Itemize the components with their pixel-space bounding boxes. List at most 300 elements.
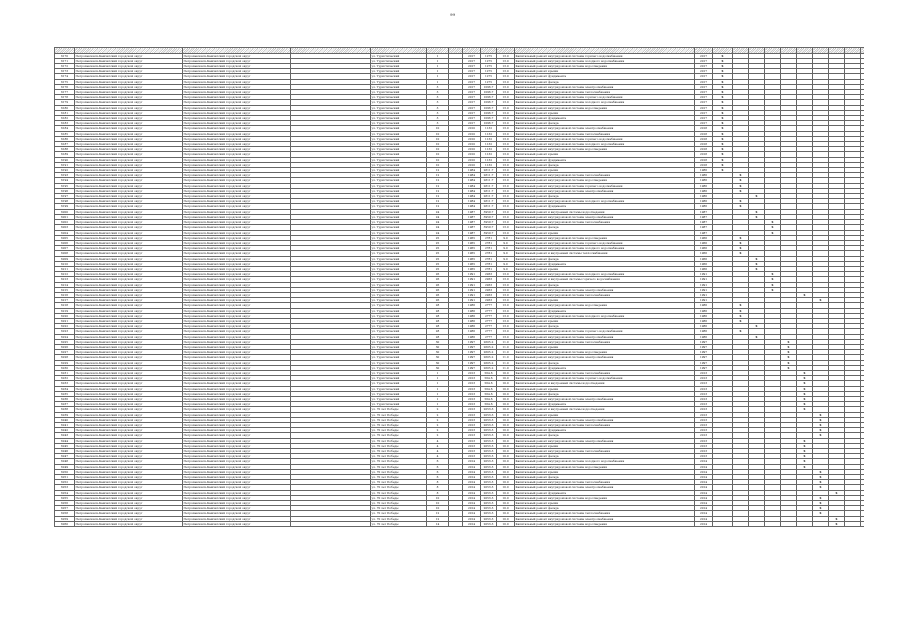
floors-cell: 10.0 xyxy=(497,407,515,412)
area-cell: 1132 xyxy=(481,136,497,141)
work-type-cell: Капитальный ремонт внутридомовой системы горячего водоснабжения xyxy=(515,183,695,188)
period-cell: 2017 xyxy=(695,74,713,79)
commission-year-cell: 1986 xyxy=(463,303,481,308)
floors-cell: 13.0 xyxy=(497,168,515,173)
floors-cell: 13.0 xyxy=(497,58,515,63)
municipality-cell: Петропавловск-Камчатский городской округ xyxy=(183,126,291,131)
street-cell: ул. 70 лет Победы xyxy=(371,443,427,448)
street-cell: ул. 70 лет Победы xyxy=(371,417,427,422)
commission-year-cell: 2013 xyxy=(463,438,481,443)
floors-cell: 10.0 xyxy=(497,370,515,375)
area-cell: 2777 xyxy=(481,308,497,313)
commission-year-cell: 2013 xyxy=(463,386,481,391)
work-type-cell: Капитальный ремонт крыши xyxy=(515,230,695,235)
street-cell: ул. Туристический xyxy=(371,402,427,407)
area-cell: 2053.3 xyxy=(481,506,497,511)
house-number-cell: 24 xyxy=(427,220,449,225)
commission-year-cell: 1987 xyxy=(463,225,481,230)
municipality-cell: Петропавловск-Камчатский городской округ xyxy=(183,298,291,303)
floors-cell: 10.0 xyxy=(497,391,515,396)
row-number-cell: 6212 xyxy=(55,272,75,277)
work-type-cell: Капитальный ремонт внутридомовой системы электроснабжения xyxy=(515,126,695,131)
year-mark-cell: X xyxy=(797,397,813,402)
district-cell: Петропавловск-Камчатский городской округ xyxy=(75,423,183,428)
floors-cell: 13.0 xyxy=(497,204,515,209)
period-cell: 2018 xyxy=(695,152,713,157)
municipality-cell: Петропавловск-Камчатский городской округ xyxy=(183,261,291,266)
floors-cell: 10.0 xyxy=(497,449,515,454)
street-cell: ул. Туристический xyxy=(371,266,427,271)
table-row xyxy=(55,521,865,526)
year-mark-cell: X xyxy=(797,407,813,412)
period-cell: 2013 xyxy=(695,381,713,386)
year-mark-cell: X xyxy=(733,204,749,209)
work-type-cell: Капитальный ремонт и внутренней системы водоотведения xyxy=(515,381,695,386)
floors-cell: 10.0 xyxy=(497,459,515,464)
period-cell: 2014 xyxy=(695,485,713,490)
house-number-cell: 1 xyxy=(427,64,449,69)
work-type-cell: Капитальный ремонт внутридомовой системы горячего водоснабжения xyxy=(515,95,695,100)
area-cell: 2811.7 xyxy=(481,178,497,183)
year-mark-cell: X xyxy=(781,339,797,344)
work-type-cell: Капитальный ремонт фундамента xyxy=(515,157,695,162)
period-cell: 2013 xyxy=(695,443,713,448)
district-cell: Петропавловск-Камчатский городской округ xyxy=(75,298,183,303)
municipality-cell: Петропавловск-Камчатский городской округ xyxy=(183,230,291,235)
area-cell: 3959.7 xyxy=(481,225,497,230)
floors-cell: 13.0 xyxy=(497,69,515,74)
year-mark-cell: X xyxy=(813,506,829,511)
work-type-cell: Капитальный ремонт внутридомовой системы электроснабжения xyxy=(515,188,695,193)
work-type-cell: Капитальный ремонт внутридомовой системы водоотведения xyxy=(515,64,695,69)
municipality-cell: Петропавловск-Камчатский городской округ xyxy=(183,272,291,277)
area-cell: 564.6 xyxy=(481,370,497,375)
floors-cell: 13.0 xyxy=(497,324,515,329)
commission-year-cell: 1991 xyxy=(463,272,481,277)
period-cell: 2013 xyxy=(695,433,713,438)
work-type-cell: Капитальный ремонт внутридомовой системы водоотведения xyxy=(515,235,695,240)
year-mark-cell: X xyxy=(781,360,797,365)
year-mark-cell: X xyxy=(733,308,749,313)
floors-cell: 10.0 xyxy=(497,397,515,402)
house-number-cell: 3 xyxy=(427,95,449,100)
street-cell: ул. Туристический xyxy=(371,173,427,178)
year-mark-cell: X xyxy=(813,469,829,474)
work-type-cell: Капитальный ремонт и внутренней системы горячего водоснабжения xyxy=(515,277,695,282)
house-number-cell: 25 xyxy=(427,246,449,251)
area-cell: 2781 xyxy=(481,235,497,240)
year-mark-cell: X xyxy=(813,485,829,490)
row-number-cell: 6211 xyxy=(55,266,75,271)
row-number-cell: 6244 xyxy=(55,438,75,443)
house-number-cell: 26 xyxy=(427,272,449,277)
period-cell: 1997 xyxy=(695,350,713,355)
floors-cell: 10.0 xyxy=(497,475,515,480)
street-cell: ул. Туристический xyxy=(371,131,427,136)
period-cell: 2013 xyxy=(695,402,713,407)
street-cell: ул. 70 лет Победы xyxy=(371,459,427,464)
municipality-cell: Петропавловск-Камчатский городской округ xyxy=(183,266,291,271)
district-cell: Петропавловск-Камчатский городской округ xyxy=(75,246,183,251)
floors-cell: 13.0 xyxy=(497,308,515,313)
municipality-cell: Петропавловск-Камчатский городской округ xyxy=(183,454,291,459)
year-mark-cell: X xyxy=(797,376,813,381)
street-cell: ул. Туристический xyxy=(371,313,427,318)
period-cell: 2013 xyxy=(695,412,713,417)
house-number-cell: 12 xyxy=(427,188,449,193)
street-cell: ул. Туристический xyxy=(371,95,427,100)
period-cell: 1991 xyxy=(695,272,713,277)
year-mark-cell: X xyxy=(813,417,829,422)
row-number-cell: 6250 xyxy=(55,469,75,474)
year-mark-cell: X xyxy=(797,454,813,459)
commission-year-cell: 1991 xyxy=(463,277,481,282)
district-cell: Петропавловск-Камчатский городской округ xyxy=(75,194,183,199)
street-cell: ул. Туристический xyxy=(371,318,427,323)
house-number-cell: 28 xyxy=(427,329,449,334)
commission-year-cell: 2017 xyxy=(463,116,481,121)
commission-year-cell: 1986 xyxy=(463,318,481,323)
work-type-cell: Капитальный ремонт внутридомовой системы горячего водоснабжения xyxy=(515,53,695,58)
area-cell: 2053.3 xyxy=(481,428,497,433)
year-mark-cell: X xyxy=(713,74,733,79)
area-cell: 2781 xyxy=(481,256,497,261)
district-cell: Петропавловск-Камчатский городской округ xyxy=(75,292,183,297)
row-number-cell: 6251 xyxy=(55,475,75,480)
row-number-cell: 6176 xyxy=(55,84,75,89)
street-cell: ул. 70 лет Победы xyxy=(371,438,427,443)
floors-cell: 13.0 xyxy=(497,272,515,277)
house-number-cell: 3 xyxy=(427,100,449,105)
street-cell: ул. Туристический xyxy=(371,381,427,386)
year-mark-cell: X xyxy=(713,142,733,147)
row-number-cell: 6237 xyxy=(55,402,75,407)
year-mark-cell: X xyxy=(797,402,813,407)
row-number-cell: 6229 xyxy=(55,360,75,365)
municipality-cell: Петропавловск-Камчатский городской округ xyxy=(183,74,291,79)
area-cell: 1132 xyxy=(481,142,497,147)
row-number-cell: 6174 xyxy=(55,74,75,79)
municipality-cell: Петропавловск-Камчатский городской округ xyxy=(183,334,291,339)
row-number-cell: 6200 xyxy=(55,209,75,214)
house-number-cell: 25 xyxy=(427,235,449,240)
row-number-cell: 6230 xyxy=(55,365,75,370)
work-type-cell: Капитальный ремонт фасада xyxy=(515,454,695,459)
area-cell: 2053.3 xyxy=(481,443,497,448)
work-type-cell: Капитальный ремонт внутридомовой системы электроснабжения xyxy=(515,397,695,402)
floors-cell: 13.0 xyxy=(497,173,515,178)
period-cell: 1966 xyxy=(695,240,713,245)
period-cell: 2014 xyxy=(695,475,713,480)
area-cell: 2777 xyxy=(481,324,497,329)
row-number-cell: 6171 xyxy=(55,58,75,63)
period-cell: 2013 xyxy=(695,449,713,454)
commission-year-cell: 1997 xyxy=(463,365,481,370)
area-cell: 564.6 xyxy=(481,391,497,396)
row-number-cell: 6236 xyxy=(55,397,75,402)
district-cell: Петропавловск-Камчатский городской округ xyxy=(75,225,183,230)
commission-year-cell: 2017 xyxy=(463,64,481,69)
municipality-cell: Петропавловск-Камчатский городской округ xyxy=(183,495,291,500)
area-cell: 2053.3 xyxy=(481,454,497,459)
district-cell: Петропавловск-Камчатский городской округ xyxy=(75,350,183,355)
street-cell: ул. Туристический xyxy=(371,220,427,225)
row-number-cell: 6260 xyxy=(55,521,75,526)
work-type-cell: Капитальный ремонт фундамента xyxy=(515,74,695,79)
street-cell: ул. Туристический xyxy=(371,188,427,193)
house-number-cell: 2 xyxy=(427,407,449,412)
row-number-cell: 6215 xyxy=(55,287,75,292)
street-cell: ул. Туристический xyxy=(371,53,427,58)
district-cell: Петропавловск-Камчатский городской округ xyxy=(75,53,183,58)
floors-cell: 10.0 xyxy=(497,495,515,500)
district-cell: Петропавловск-Камчатский городской округ xyxy=(75,173,183,178)
house-number-cell: 1 xyxy=(427,376,449,381)
district-cell: Петропавловск-Камчатский городской округ xyxy=(75,204,183,209)
row-number-cell: 6189 xyxy=(55,152,75,157)
street-cell: ул. Туристический xyxy=(371,136,427,141)
floors-cell: 13.0 xyxy=(497,105,515,110)
period-cell: 1991 xyxy=(695,298,713,303)
year-mark-cell: X xyxy=(749,194,765,199)
commission-year-cell: 2014 xyxy=(463,521,481,526)
period-cell: 1966 xyxy=(695,235,713,240)
district-cell: Петропавловск-Камчатский городской округ xyxy=(75,521,183,526)
commission-year-cell: 2017 xyxy=(463,105,481,110)
period-cell: 2014 xyxy=(695,459,713,464)
row-number-cell: 6241 xyxy=(55,423,75,428)
commission-year-cell: 2017 xyxy=(463,53,481,58)
period-cell: 1991 xyxy=(695,282,713,287)
work-type-cell: Капитальный ремонт фундамента xyxy=(515,490,695,495)
area-cell: 2053.3 xyxy=(481,511,497,516)
commission-year-cell: 2017 xyxy=(463,74,481,79)
house-number-cell: 24 xyxy=(427,230,449,235)
floors-cell: 10.0 xyxy=(497,433,515,438)
street-cell: ул. Туристический xyxy=(371,298,427,303)
district-cell: Петропавловск-Камчатский городской округ xyxy=(75,126,183,131)
work-type-cell: Капитальный ремонт внутридомовой системы электроснабжения xyxy=(515,84,695,89)
period-cell: 1997 xyxy=(695,344,713,349)
period-cell: 2018 xyxy=(695,131,713,136)
commission-year-cell: 1965 xyxy=(463,235,481,240)
row-number-cell: 6238 xyxy=(55,407,75,412)
year-mark-cell xyxy=(845,521,861,526)
year-mark-cell: X xyxy=(797,391,813,396)
house-number-cell: 24 xyxy=(427,225,449,230)
street-cell: ул. Туристический xyxy=(371,225,427,230)
floors-cell: 9.0 xyxy=(497,235,515,240)
commission-year-cell: 1965 xyxy=(463,266,481,271)
street-cell: ул. Туристический xyxy=(371,360,427,365)
commission-year-cell: 2010 xyxy=(463,152,481,157)
period-cell: 1986 xyxy=(695,334,713,339)
period-cell: 2017 xyxy=(695,100,713,105)
year-mark-cell: X xyxy=(733,178,749,183)
house-number-cell: 1 xyxy=(427,79,449,84)
period-cell: 1991 xyxy=(695,292,713,297)
district-cell: Петропавловск-Камчатский городской округ xyxy=(75,443,183,448)
work-type-cell: Капитальный ремонт внутридомовой системы электроснабжения xyxy=(515,334,695,339)
district-cell: Петропавловск-Камчатский городской округ xyxy=(75,386,183,391)
area-cell: 2053.3 xyxy=(481,417,497,422)
district-cell: Петропавловск-Камчатский городской округ xyxy=(75,121,183,126)
period-cell: 1986 xyxy=(695,313,713,318)
area-cell: 1132 xyxy=(481,152,497,157)
floors-cell: 13.0 xyxy=(497,100,515,105)
year-mark-cell: X xyxy=(733,235,749,240)
year-mark-cell: X xyxy=(829,516,845,521)
area-cell: 2053.3 xyxy=(481,485,497,490)
district-cell: Петропавловск-Камчатский городской округ xyxy=(75,178,183,183)
municipality-cell: Петропавловск-Камчатский городской округ xyxy=(183,64,291,69)
street-cell: ул. Туристический xyxy=(371,126,427,131)
commission-year-cell: 2014 xyxy=(463,511,481,516)
floors-cell: 9.0 xyxy=(497,240,515,245)
house-number-cell: 26 xyxy=(427,287,449,292)
commission-year-cell: 2017 xyxy=(463,110,481,115)
area-cell: 2933 xyxy=(481,277,497,282)
period-cell: 2013 xyxy=(695,417,713,422)
row-number-cell: 6184 xyxy=(55,126,75,131)
year-mark-cell: X xyxy=(733,188,749,193)
municipality-cell: Петропавловск-Камчатский городской округ xyxy=(183,100,291,105)
floors-cell: 10.0 xyxy=(497,485,515,490)
commission-year-cell: 1984 xyxy=(463,168,481,173)
year-mark-cell: X xyxy=(733,313,749,318)
area-cell: 564.6 xyxy=(481,402,497,407)
house-number-cell: 3 xyxy=(427,116,449,121)
district-cell: Петропавловск-Камчатский городской округ xyxy=(75,329,183,334)
commission-year-cell: 2013 xyxy=(463,407,481,412)
district-cell: Петропавловск-Камчатский городской округ xyxy=(75,365,183,370)
work-type-cell: Капитальный ремонт фасада xyxy=(515,225,695,230)
year-mark-cell: X xyxy=(713,58,733,63)
row-number-cell: 6175 xyxy=(55,79,75,84)
work-type-cell: Капитальный ремонт крыши xyxy=(515,152,695,157)
row-number-cell: 6227 xyxy=(55,350,75,355)
year-mark-cell: X xyxy=(765,277,781,282)
street-cell: ул. 70 лет Победы xyxy=(371,469,427,474)
municipality-cell: Петропавловск-Камчатский городской округ xyxy=(183,376,291,381)
municipality-cell: Петропавловск-Камчатский городской округ xyxy=(183,95,291,100)
row-number-cell: 6193 xyxy=(55,173,75,178)
house-number-cell: 10 xyxy=(427,142,449,147)
commission-year-cell: 2010 xyxy=(463,162,481,167)
year-mark-cell: X xyxy=(733,173,749,178)
row-number-cell: 6190 xyxy=(55,157,75,162)
municipality-cell: Петропавловск-Камчатский городской округ xyxy=(183,324,291,329)
row-number-cell: 6217 xyxy=(55,298,75,303)
row-number-cell: 6222 xyxy=(55,324,75,329)
floors-cell: 10.0 xyxy=(497,506,515,511)
work-type-cell: Капитальный ремонт внутридомовой системы водоотведения xyxy=(515,495,695,500)
commission-year-cell: 2017 xyxy=(463,84,481,89)
row-number-cell: 6234 xyxy=(55,386,75,391)
period-cell: 1986 xyxy=(695,168,713,173)
year-mark-cell: X xyxy=(813,433,829,438)
area-cell: 2053.3 xyxy=(481,464,497,469)
municipality-cell: Петропавловск-Камчатский городской округ xyxy=(183,225,291,230)
period-cell: 2017 xyxy=(695,53,713,58)
commission-year-cell: 2013 xyxy=(463,412,481,417)
area-cell: 2053.3 xyxy=(481,407,497,412)
period-cell: 2013 xyxy=(695,428,713,433)
house-number-cell: 1 xyxy=(427,402,449,407)
period-cell: 1986 xyxy=(695,173,713,178)
year-mark-cell: X xyxy=(781,350,797,355)
work-type-cell: Капитальный ремонт внутридомовой системы горячего водоснабжения xyxy=(515,376,695,381)
municipality-cell: Петропавловск-Камчатский городской округ xyxy=(183,142,291,147)
house-number-cell: 2 xyxy=(427,417,449,422)
floors-cell: 13.0 xyxy=(497,214,515,219)
floors-cell: 13.0 xyxy=(497,303,515,308)
house-number-cell: 3 xyxy=(427,90,449,95)
year-mark-cell: X xyxy=(733,251,749,256)
commission-year-cell: 1984 xyxy=(463,178,481,183)
period-cell: 2017 xyxy=(695,116,713,121)
row-number-cell: 6255 xyxy=(55,495,75,500)
period-cell: 1997 xyxy=(695,355,713,360)
floors-cell: 13.0 xyxy=(497,121,515,126)
commission-year-cell: 2014 xyxy=(463,469,481,474)
work-type-cell: Капитальный ремонт внутридомовой системы электроснабжения xyxy=(515,214,695,219)
work-type-cell: Капитальный ремонт фасада xyxy=(515,391,695,396)
house-number-cell: 28 xyxy=(427,324,449,329)
district-cell: Петропавловск-Камчатский городской округ xyxy=(75,116,183,121)
work-type-cell: Капитальный ремонт фасада xyxy=(515,324,695,329)
row-number-cell: 6170 xyxy=(55,53,75,58)
work-type-cell: Капитальный ремонт внутридомовой системы теплоснабжения xyxy=(515,90,695,95)
commission-year-cell: 2010 xyxy=(463,131,481,136)
work-type-cell: Капитальный ремонт крыши xyxy=(515,344,695,349)
district-cell: Петропавловск-Камчатский городской округ xyxy=(75,84,183,89)
district-cell: Петропавловск-Камчатский городской округ xyxy=(75,95,183,100)
period-cell: 2014 xyxy=(695,480,713,485)
commission-year-cell: 1986 xyxy=(463,324,481,329)
year-mark-cell: X xyxy=(765,225,781,230)
floors-cell: 13.0 xyxy=(497,74,515,79)
house-number-cell: 12 xyxy=(427,173,449,178)
period-cell: 1966 xyxy=(695,256,713,261)
area-cell: 2933 xyxy=(481,287,497,292)
work-type-cell: Капитальный ремонт внутридомовой системы теплоснабжения xyxy=(515,173,695,178)
work-type-cell: Капитальный ремонт крыши xyxy=(515,110,695,115)
year-mark-cell: X xyxy=(713,110,733,115)
municipality-cell: Петропавловск-Камчатский городской округ xyxy=(183,459,291,464)
work-type-cell: Капитальный ремонт крыши xyxy=(515,443,695,448)
row-number-cell: 6220 xyxy=(55,313,75,318)
year-mark-cell: X xyxy=(733,246,749,251)
year-mark-cell: X xyxy=(713,136,733,141)
floors-cell: 10.0 xyxy=(497,469,515,474)
commission-year-cell: 2013 xyxy=(463,381,481,386)
municipality-cell: Петропавловск-Камчатский городской округ xyxy=(183,251,291,256)
street-cell: ул. 70 лет Победы xyxy=(371,495,427,500)
street-cell: ул. Туристический xyxy=(371,147,427,152)
floors-cell: 13.0 xyxy=(497,220,515,225)
period-cell: 2017 xyxy=(695,105,713,110)
commission-year-cell: 2010 xyxy=(463,136,481,141)
commission-year-cell: 2013 xyxy=(463,449,481,454)
area-cell: 1132 xyxy=(481,162,497,167)
row-number-cell: 6257 xyxy=(55,506,75,511)
floors-cell: 11.0 xyxy=(497,355,515,360)
district-cell: Петропавловск-Камчатский городской округ xyxy=(75,136,183,141)
floors-cell: 13.0 xyxy=(497,147,515,152)
row-number-cell: 6183 xyxy=(55,121,75,126)
year-mark-cell: X xyxy=(713,90,733,95)
